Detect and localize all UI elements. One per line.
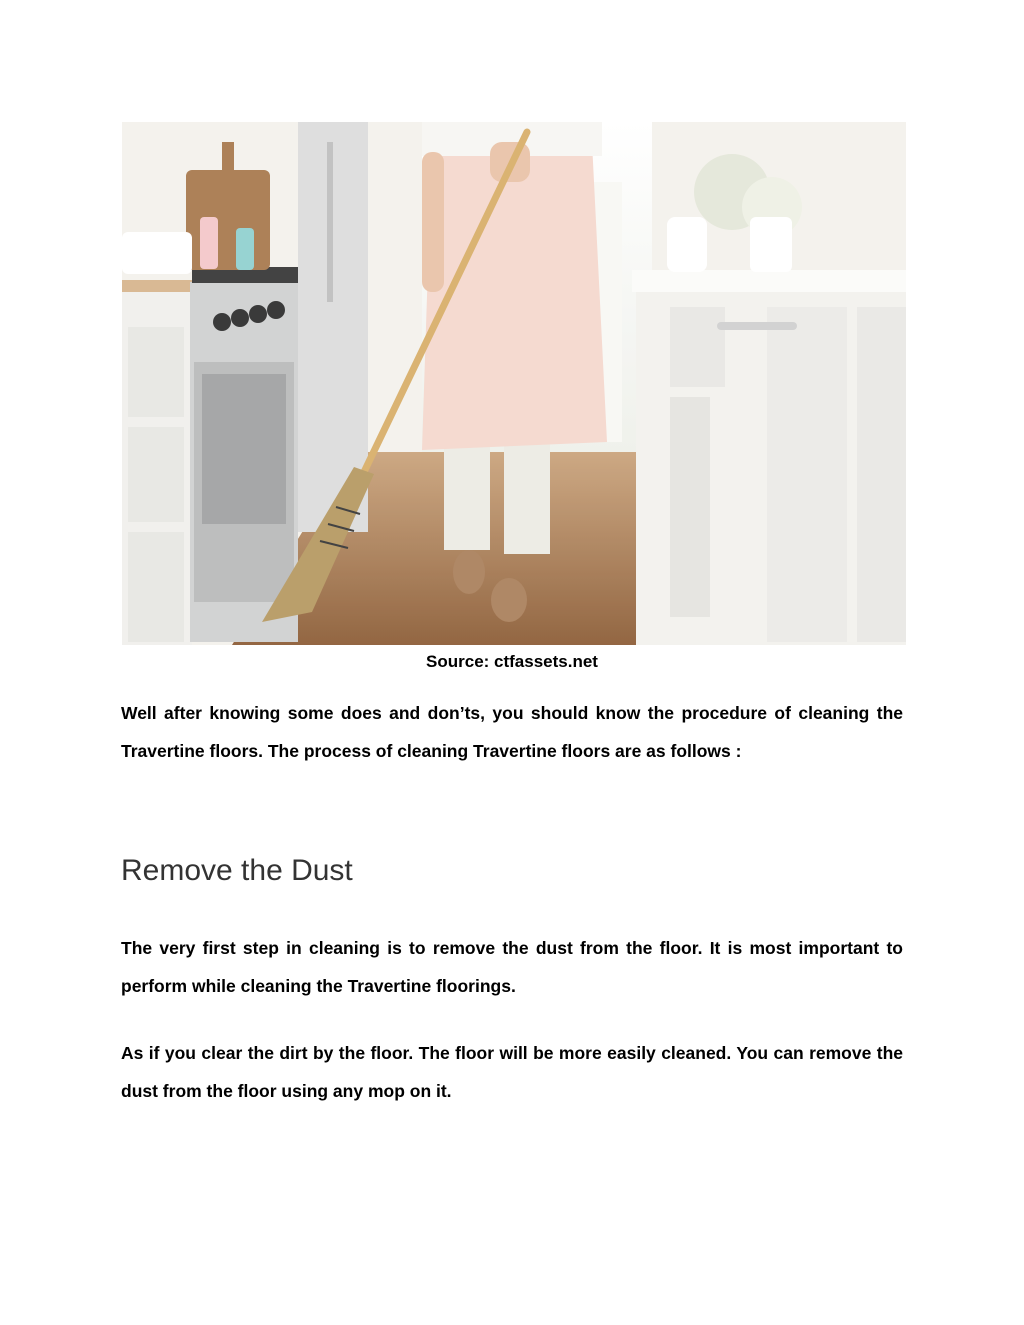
- kitchen-sweeping-photo: [122, 122, 906, 645]
- body-paragraph: The very first step in cleaning is to remove the dust from the floor. It is most important to perform while cleaning the Travertine floorings.: [121, 938, 903, 996]
- section-heading: Remove the Dust: [121, 854, 353, 887]
- body-paragraph: As if you clear the dirt by the floor. The floor will be more easily cleaned. You can remove the dust from the floor using any mop on it.: [121, 1043, 903, 1101]
- image-source-caption: Source: ctfassets.net: [426, 652, 598, 671]
- intro-paragraph: Well after knowing some does and don’ts, you should know the procedure of cleaning the Travertine floors. The process of cleaning Travertine floors are as follows :: [121, 703, 903, 761]
